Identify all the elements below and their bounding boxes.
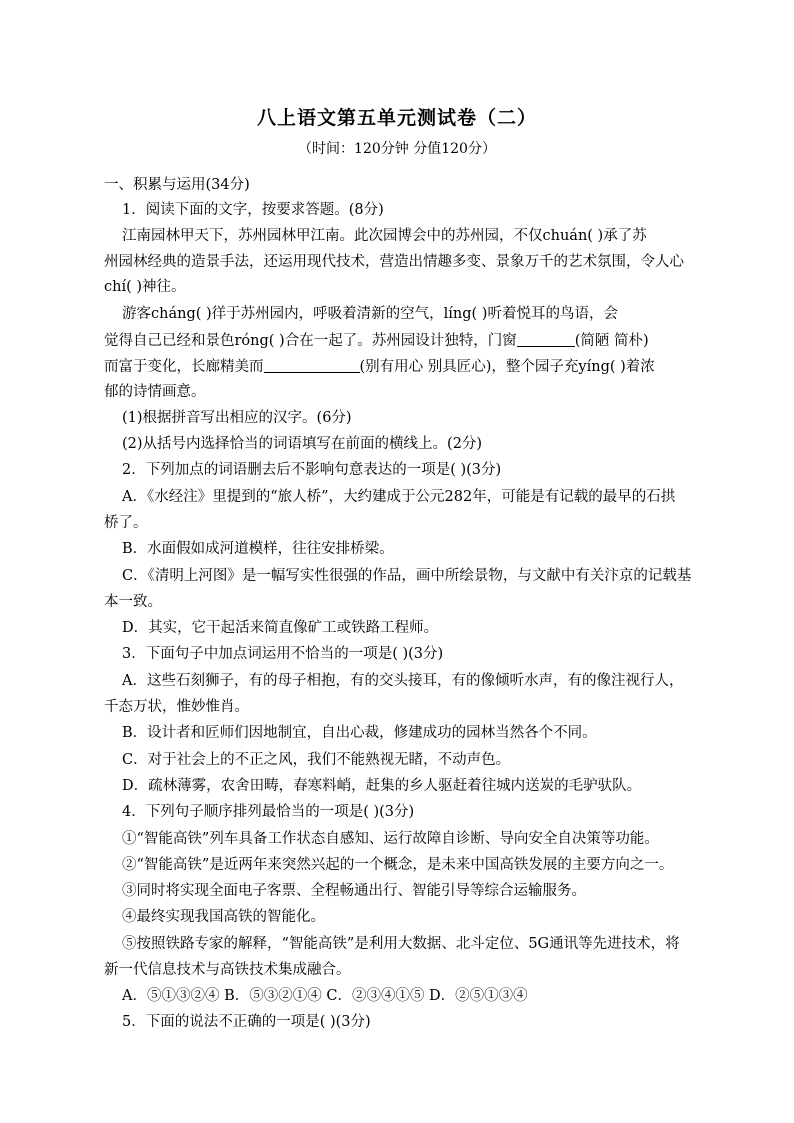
sub-question: (2)从括号内选择恰当的词语填写在前面的横线上。(2分) bbox=[122, 436, 483, 452]
option-a-cont: 千态万状，惟妙惟肖。 bbox=[104, 699, 249, 715]
sentence-3: ③同时将实现全面电子客票、全程畅通出行、智能引导等综合运输服务。 bbox=[122, 883, 586, 899]
question-5: 5．下面的说法不正确的一项是( )(3分) bbox=[122, 1014, 371, 1030]
option-b: B．水面假如成河道模样，往往安排桥梁。 bbox=[122, 541, 394, 557]
question-4: 4．下列句子顺序排列最恰当的一项是( )(3分) bbox=[122, 804, 415, 820]
question-3: 3．下面句子中加点词运用不恰当的一项是( )(3分) bbox=[122, 646, 444, 662]
passage-line: 郁的诗情画意。 bbox=[104, 384, 206, 400]
option-d: D．其实，它干起活来简直像矿工或铁路工程师。 bbox=[122, 620, 439, 636]
option-a: A．这些石刻狮子，有的母子相抱，有的交头接耳，有的像倾听水声，有的像注视行人， bbox=[122, 673, 684, 689]
option-c-cont: 本一致。 bbox=[104, 594, 162, 610]
word-choices: (简陋 简朴) bbox=[574, 333, 649, 349]
passage-line: 州园林经典的造景手法，还运用现代技术，营造出情趣多变、景象万千的艺术氛围，令人心 bbox=[104, 254, 684, 270]
sentence-5: ⑤按照铁路专家的解释，“智能高铁”是利用大数据、北斗定位、5G通讯等先进技术，将 bbox=[122, 936, 680, 952]
option-c: C．《清明上河图》是一幅写实性很强的作品，画中所绘景物，与文献中有关汴京的记载基 bbox=[122, 568, 692, 584]
fill-blank[interactable] bbox=[264, 358, 360, 373]
option-b: B．设计者和匠师们因地制宜，自出心裁，修建成功的园林当然各个不同。 bbox=[122, 725, 597, 741]
sentence-1: ①“智能高铁”列车具备工作状态自感知、运行故障自诊断、导向安全自决策等功能。 bbox=[122, 831, 659, 847]
sentence-2: ②“智能高铁”是近两年来突然兴起的一个概念，是未来中国高铁发展的主要方向之一。 bbox=[122, 857, 674, 873]
fill-blank[interactable] bbox=[517, 332, 575, 347]
option-c: C．对于社会上的不正之风，我们不能熟视无睹，不动声色。 bbox=[122, 752, 511, 768]
sentence-4: ④最终实现我国高铁的智能化。 bbox=[122, 909, 325, 925]
passage-line bbox=[104, 331, 724, 351]
passage-line: 游客cháng( )徉于苏州园内，呼吸着清新的空气，líng( )听着悦耳的鸟语，会 bbox=[122, 306, 618, 322]
passage-text: 而富于变化，长廊精美而 bbox=[104, 359, 264, 375]
section-heading: 一、积累与运用(34分) bbox=[104, 177, 250, 193]
sentence-5-cont: 新一代信息技术与高铁技术集成融合。 bbox=[104, 962, 351, 978]
option-a: A．《水经注》里提到的“旅人桥”，大约建成于公元282年，可能是有记载的最早的石拱 bbox=[122, 489, 676, 505]
question-2: 2．下列加点的词语删去后不影响句意表达的一项是( )(3分) bbox=[122, 462, 502, 478]
passage-line: 江南园林甲天下，苏州园林甲江南。此次园博会中的苏州园，不仅chuán( )承了苏 bbox=[122, 228, 647, 244]
exam-title: 八上语文第五单元测试卷（二） bbox=[256, 107, 537, 129]
option-a-cont: 桥了。 bbox=[104, 515, 148, 531]
word-choices: (别有用心 别具匠心)，整个园子充yíng( )着浓 bbox=[359, 359, 655, 375]
question-1: 1．阅读下面的文字，按要求答题。(8分) bbox=[122, 202, 384, 218]
passage-line: chí( )神往。 bbox=[104, 279, 186, 295]
passage-line bbox=[104, 357, 724, 377]
option-d: D．疏林薄雾，农舍田畴，春寒料峭，赶集的乡人驱赶着往城内送炭的毛驴驮队。 bbox=[122, 778, 642, 794]
passage-text: 觉得自己已经和景色róng( )合在一起了。苏州园设计独特，门窗 bbox=[104, 333, 517, 349]
question-4-options: A．⑤①③②④ B．⑤③②①④ C．②③④①⑤ D．②⑤①③④ bbox=[122, 988, 528, 1004]
exam-time-score: （时间：120分钟 分值120分） bbox=[298, 141, 496, 157]
sub-question: (1)根据拼音写出相应的汉字。(6分) bbox=[122, 410, 352, 426]
